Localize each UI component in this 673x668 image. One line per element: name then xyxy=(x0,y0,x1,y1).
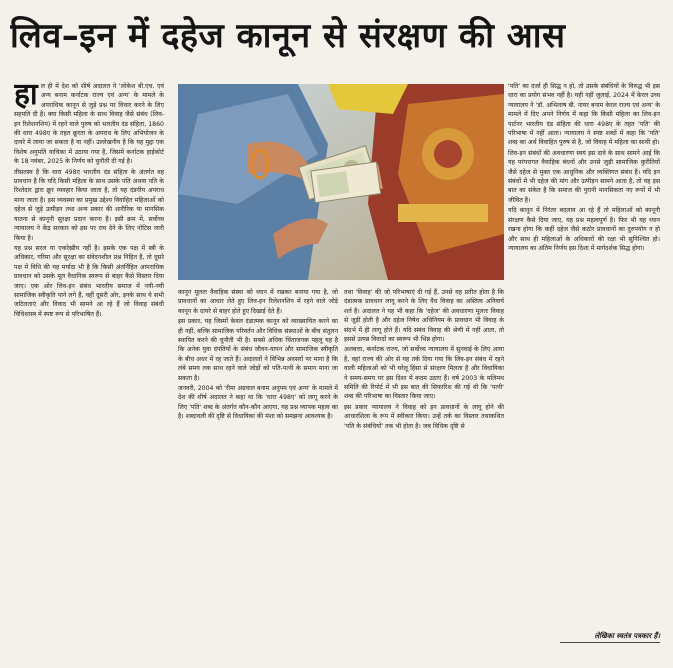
paragraph: अलबत्ता, कर्नाटक राज्य, जो सर्वोच्च न्यायालय में सुनवाई के लिए आया है, वहां राज्य की ओर से यह तर्क दिया गया कि लिव-इन संबंध में रहने वाली महिलाओं को भी घरेलू हिंसा से संरक्षण मिलता है और विधायिका ने समय-समय पर इस दिशा में कदम उठाए हैं। वर्ष 2003 के मलिमथ समिति की रिपोर्ट में भी इस बात की सिफारिश की गई थी कि 'पत्नी' शब्द की परिभाषा का विस्तार किया जाए। xyxy=(344,346,504,401)
article-photo xyxy=(178,84,504,280)
paragraph: इस प्रकार न्यायालय ने विवाह को इन प्रावधानों के लागू होने की आधारशिला के रूप में स्वीकार किया। उन्हें तर्क का विस्तार तथाकथित 'पति के संबंधियों' तक भी होता है। जब विधिक दृष्टि से xyxy=(344,403,504,430)
paragraph: यह प्रश्न सरल या एकरेखीय नहीं है। इसके एक पक्ष में स्त्री के अधिकार, गरिमा और सुरक्षा का संवेदनशील प्रश्न निहित है, तो दूसरे पक्ष में विधि की यह मर्यादा भी है कि किसी अंतर्निहित आपराधिक प्रावधान को उसके मूल वैधानिक स्वरूप से बाहर कैसे विस्तार दिया जाए। एक ओर लिव-इन संबंध भारतीय समाज में नयी-नयी सामाजिक स्वीकृति पाने लगे हैं, वहीं दूसरी ओर, इनके साथ ये सभी जटिलताएं और विवाद भी सामने आ रहे हैं जो विवाह संबंधी विधिशास्त्र में स्पष्ट रूप से परिभाषित हैं। xyxy=(14,244,164,318)
paragraph-text: ल ही में देश को शीर्ष अदालत ने 'लोकेश बी.एच. एवं अन्य बनाम कर्नाटक राज्य एवं अन्य' के मामले के अपराधिक कानून से जुड़े प्रश्न पर विचार करने के लिए सहमति दी है। क्या किसी महिला के साथ विवाह जैसे संबंध (लिव-इन रिलेशनशिप) में रहने वाले पुरुष को भारतीय दंड संहिता, 1860 की धारा 498ए के तहत क्रूरता के अपराध के लिए अभियोजन के दायरे में लाया जा सकता है या नहीं। उल्लेखनीय है कि यह मुद्दा एक विशेष अनुमति याचिका में उठाया गया है, जिसमें कर्नाटक हाईकोर्ट के 18 नवंबर, 2025 के निर्णय को चुनौती दी गई है। xyxy=(14,83,164,166)
paragraph: यदि कानून में निरंतर बदलाव आ रहे हैं तो महिलाओं को कानूनी संरक्षण कैसे दिया जाए, यह प्रश्न महत्वपूर्ण है। फिर भी यह ध्यान रखना होगा कि कहीं दहेज जैसे कठोर प्रावधानों का दुरुपयोग न हो और साथ ही महिलाओं के अधिकारों की रक्षा भी सुनिश्चित हो। न्यायालय का अंतिम निर्णय इस दिशा में मार्गदर्शक सिद्ध होगा। xyxy=(508,207,660,252)
paragraph: लिव-इन संबंधों की अवधारणा स्वयं इस दावे के साथ सामने आई कि यह परंपरागत वैवाहिक बंधनों और उनसे जुड़ी सामाजिक कुरीतियों जैसे दहेज से मुक्त एक आधुनिक और व्यक्तिगत संबंध है। यदि इन संबंधों में भी दहेज की मांग और उत्पीड़न सामने आता है, तो यह इस बात का संकेत है कि समाज की पुरानी मानसिकता नए रूपों में भी जीवित है। xyxy=(508,149,660,204)
paragraph: 'पति' का दर्जा ही सिद्ध न हो, तो उसके संबंधियों के विरुद्ध भी इस धारा का प्रयोग संभव नहीं है। यही नहीं जुलाई, 2024 में केरल उच्च न्यायालय ने 'डॉ. अभिलाष बी. नायर बनाम केरल राज्य एवं अन्य' के मामले में दिए अपने निर्णय में कहा कि किसी महिला का लिव-इन पार्टनर भारतीय दंड संहिता की धारा 498ए के तहत 'पति' की परिभाषा में नहीं आता। न्यायालय ने स्पष्ट शब्दों में कहा कि 'पति' शब्द का अर्थ विवाहित पुरुष से है, जो विवाह में महिला का साथी हो। xyxy=(508,83,660,147)
paragraph: जनवरी, 2004 को 'रीमा अग्रवाल बनाम अनुपम एवं अन्य' के मामले में देश की शीर्ष अदालत ने कहा था कि 'धारा 498ए' को लागू करने के लिए 'पति' शब्द के अंतर्गत कौन-कौन आएगा, यह प्रश्न व्यापक महत्व का है। शब्दावली की दृष्टि से विधायिका की मंशा को समझना आवश्यक है। xyxy=(178,385,338,421)
article-column-3 xyxy=(344,288,504,642)
paragraph: इस प्रकार, यह जिस्मों केवल दंडात्मक कानून को व्याख्यायित करने का ही नहीं, बल्कि सामाजिक परिवर्तन और विधिक संस्थाओं के बीच संतुलन स्थापित करने की चुनौती भी है। सबसे अधिक चिंताजनक पहलू यह है कि अनेक युवा दंपतियों के संबंध जीवन-यापन और सामाजिक स्वीकृति के बीच अधर में रह जाते हैं। अदालतों ने विभिन्न अवसरों पर माना है कि लंबे समय तक साथ रहने वाले जोड़ों को पति-पत्नी के समान माना जा सकता है। xyxy=(178,318,338,382)
article-column-4 xyxy=(508,82,660,618)
paragraph: कानून मूलतः वैवाहिक संस्था को ध्यान में रखकर बनाया गया है, जो प्रावधानों का आधार लेते हुए लिव-इन रिलेशनशिप में रहने वाले जोड़े कानून के दायरे से बाहर होते हुए दिखाई देते हैं। xyxy=(178,289,338,315)
photo-hands-exchanging-rupee-notes xyxy=(178,84,504,280)
author-byline: लेखिका स्वतंत्र पत्रकार हैं। xyxy=(560,632,660,643)
paragraph: तथा 'विवाह' की जो परिभाषाएं दी गई हैं, उनसे यह प्रतीत होता है कि दंडात्मक प्रावधान लागू करने के लिए वैध विवाह का अस्तित्व अनिवार्य शर्त है। अदालत ने यह भी कहा कि 'दहेज' की अवधारणा मूलतः विवाह से जुड़ी होती है और दहेज निषेध अधिनियम के प्रावधान भी विवाह के संदर्भ में ही लागू होते हैं। यदि संबंध विवाह की श्रेणी में नहीं आता, तो इससे उत्पन्न विवादों का स्वरूप भी भिन्न होगा। xyxy=(344,289,504,344)
paragraph xyxy=(14,82,164,167)
article-column-1 xyxy=(14,82,164,642)
headline: लिव–इन में दहेज कानून से संरक्षण की आस xyxy=(10,16,566,56)
drop-cap: हा xyxy=(14,82,38,112)
article-column-2 xyxy=(178,288,338,642)
paragraph: तीसतस्व है कि धारा 498ए भारतीय दंड संहिता के अंतर्गत वह प्रावधान है कि यदि किसी महिला के साथ उसके पति अथवा पति के रिश्तेदार द्वारा क्रूर व्यवहार किया जाता है, तो यह दंडनीय अपराध माना जाता है। इस व्यवस्था का प्रमुख उद्देश्य विवाहित महिलाओं को दहेज से जुड़े उत्पीड़न तथा अन्य प्रकार की शारीरिक या मानसिक यातना से कानूनी सुरक्षा प्रदान करना है। इसी क्रम में, सर्वोच्च न्यायालय ने केंद्र सरकार को इस पर राय देने के लिए नोटिस जारी किया है। xyxy=(14,168,164,242)
